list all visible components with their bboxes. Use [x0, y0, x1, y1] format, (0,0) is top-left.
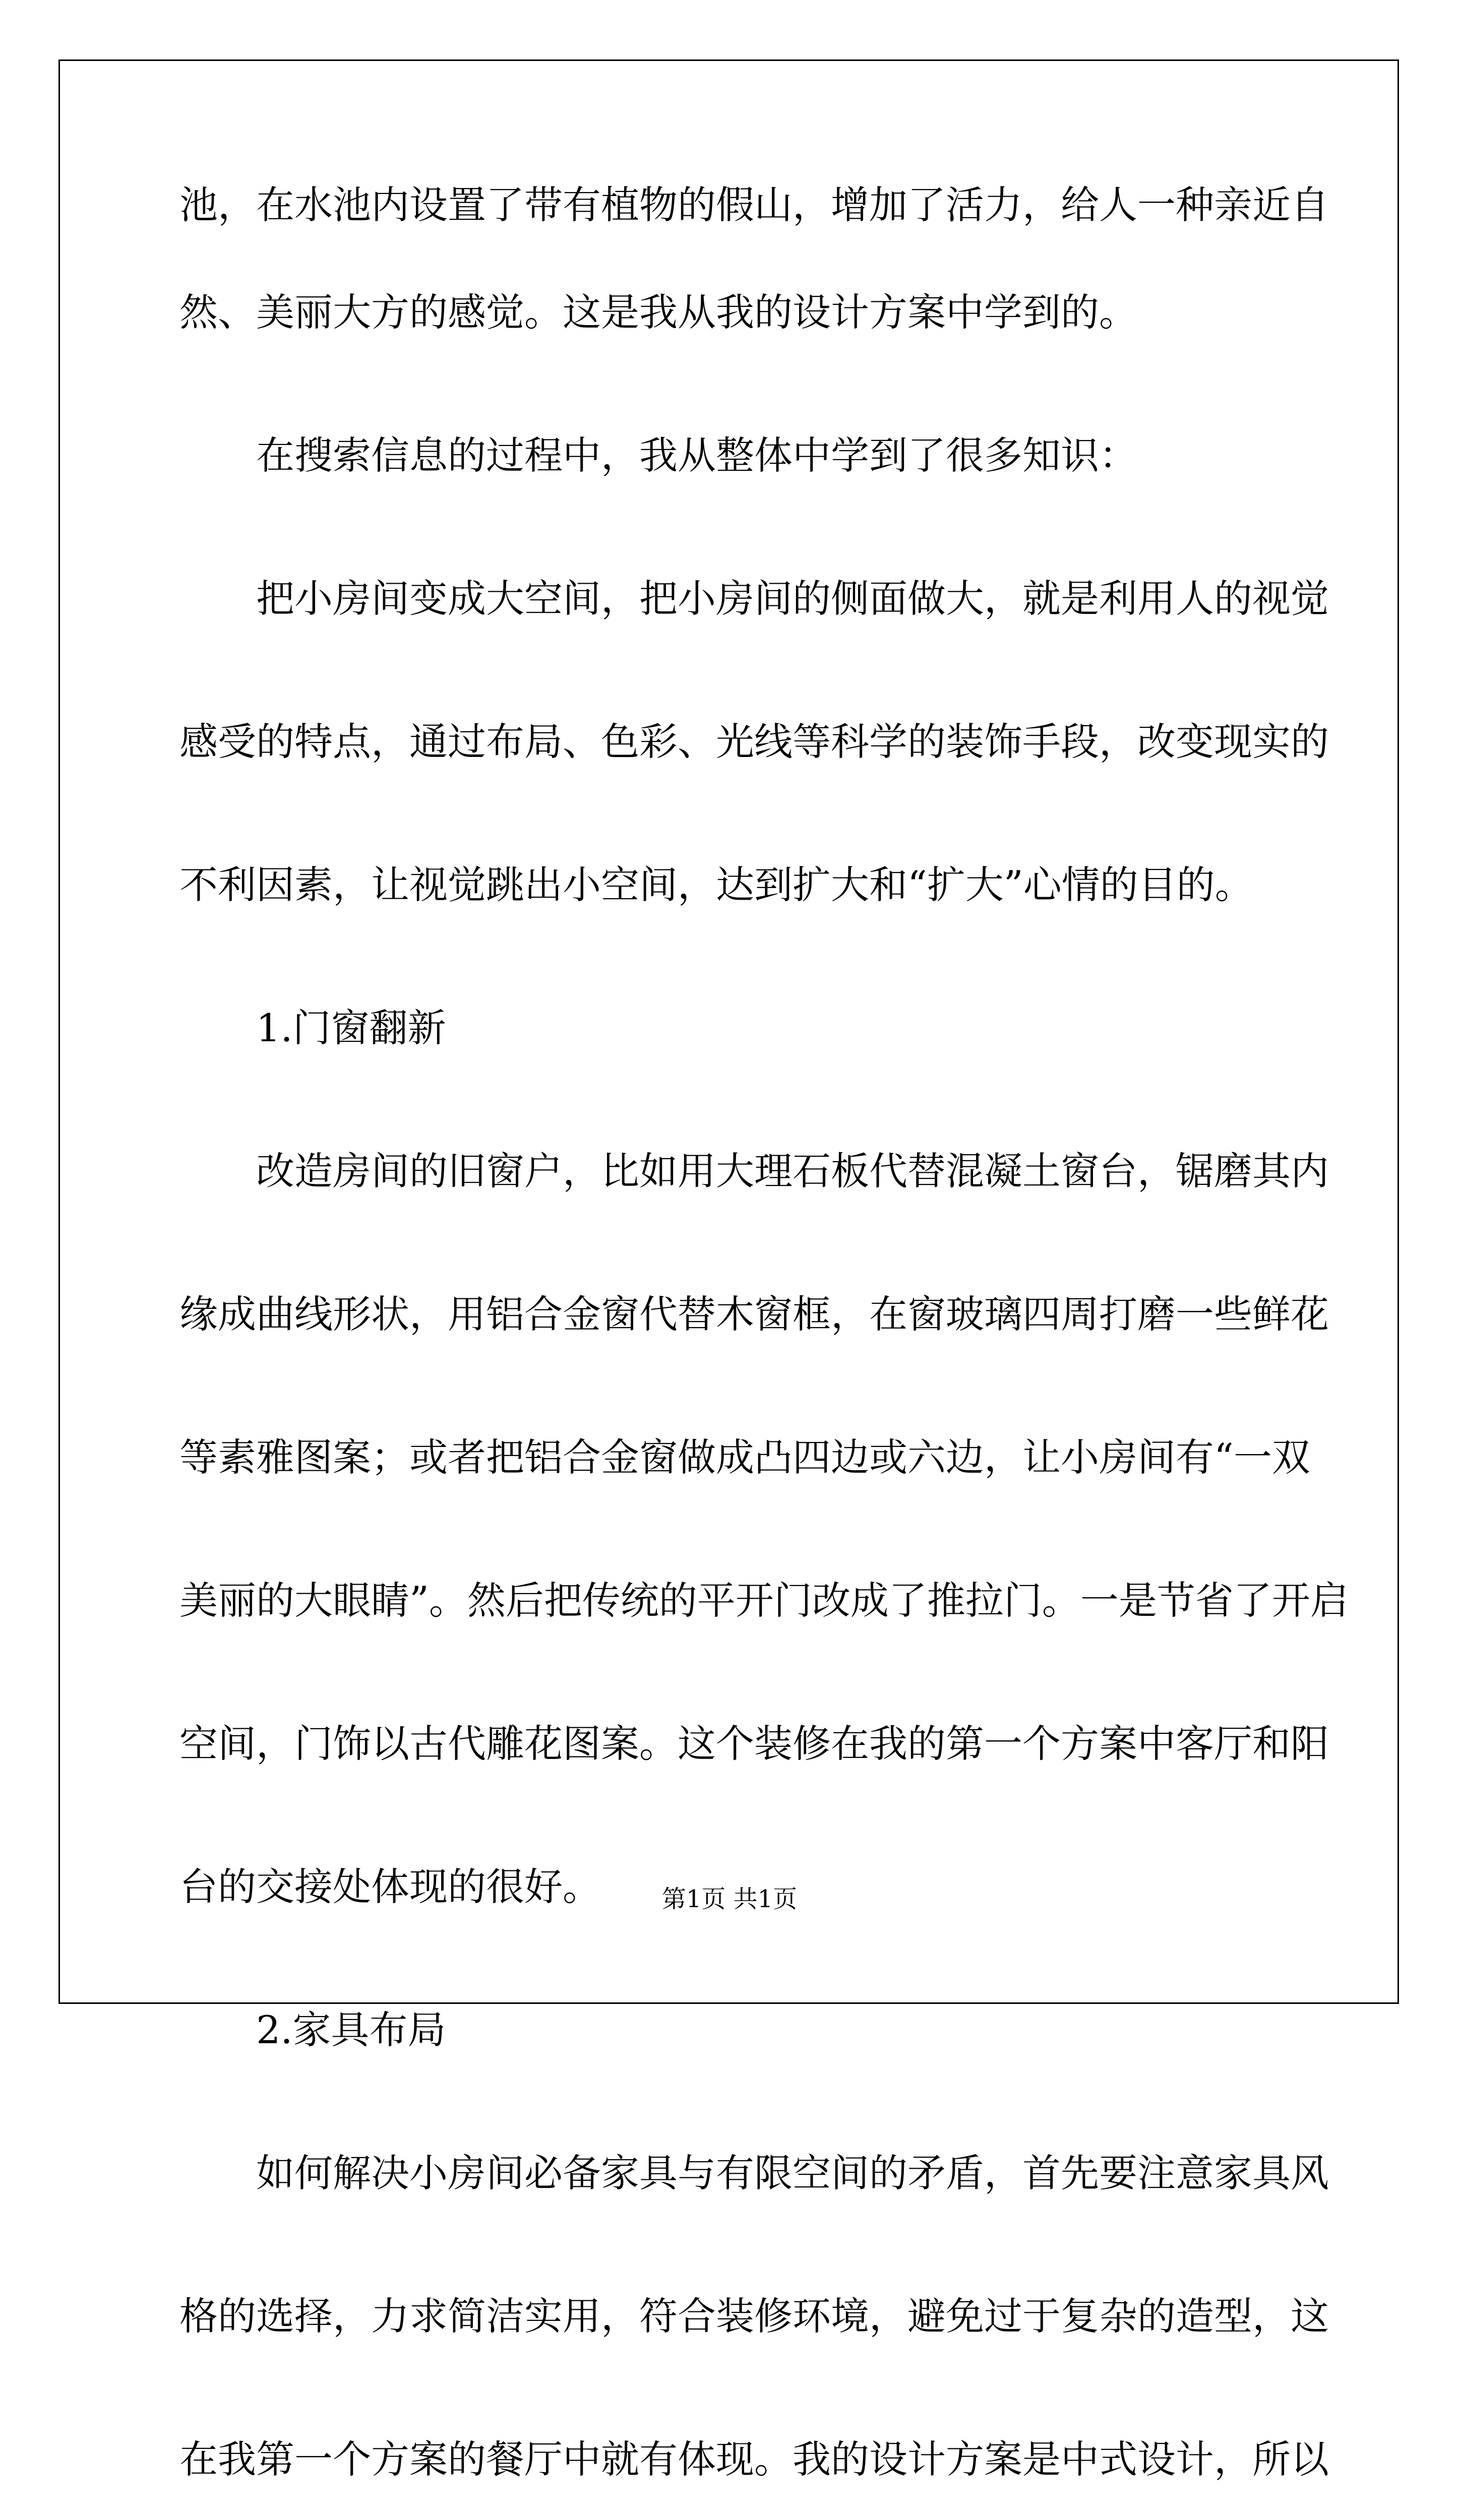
text-line: 如何解决小房间必备家具与有限空间的矛盾，首先要注意家具风 [256, 2151, 1329, 2195]
page-footer: 第1页 共1页 [661, 1885, 798, 1913]
text-line: 美丽的大眼睛”。然后把传统的平开门改成了推拉门。一是节省了开启 [179, 1578, 1349, 1623]
text-line: 1.门窗翻新 [256, 1005, 446, 1050]
text-line: 不利因素，让视觉跳出小空间，达到扩大和“扩大”心情的目的。 [179, 862, 1253, 907]
text-line: 感受的特点，通过布局、色彩、光线等科学的装饰手段，改变现实的 [179, 719, 1329, 764]
text-line: 池，在水池内设置了带有植物的假山，增加了活力，给人一种亲近自 [179, 182, 1329, 227]
text-line: 缘成曲线形状，用铝合金窗代替木窗框，在窗玻璃四周打磨一些鲜花 [179, 1292, 1329, 1337]
text-line: 格的选择，力求简洁实用，符合装修环境，避免过于复杂的造型，这 [179, 2294, 1329, 2339]
text-line: 在搜索信息的过程中，我从整体中学到了很多知识： [256, 433, 1137, 478]
text-line: 台的交接处体现的很好。 [179, 1864, 601, 1909]
text-line: 把小房间变成大空间，把小房间的侧面做大，就是利用人的视觉 [256, 576, 1329, 621]
text-line: 在我第一个方案的餐厅中就有体现。我的设计方案是中式设计，所以 [179, 2437, 1329, 2482]
text-line: 等素雅图案；或者把铝合金窗做成凸四边或六边，让小房间有“一双 [179, 1435, 1310, 1480]
text-line: 2.家具布局 [256, 2007, 446, 2052]
text-line: 改造房间的旧窗户，比如用大理石板代替混凝土窗台，锯磨其内 [256, 1149, 1329, 1193]
document-body [179, 182, 1349, 2482]
text-line: 然、美丽大方的感觉。这是我从我的设计方案中学到的。 [179, 290, 1137, 335]
text-line: 空间，门饰以古代雕花图案。这个装修在我的第一个方案中客厅和阳 [179, 1721, 1329, 1766]
